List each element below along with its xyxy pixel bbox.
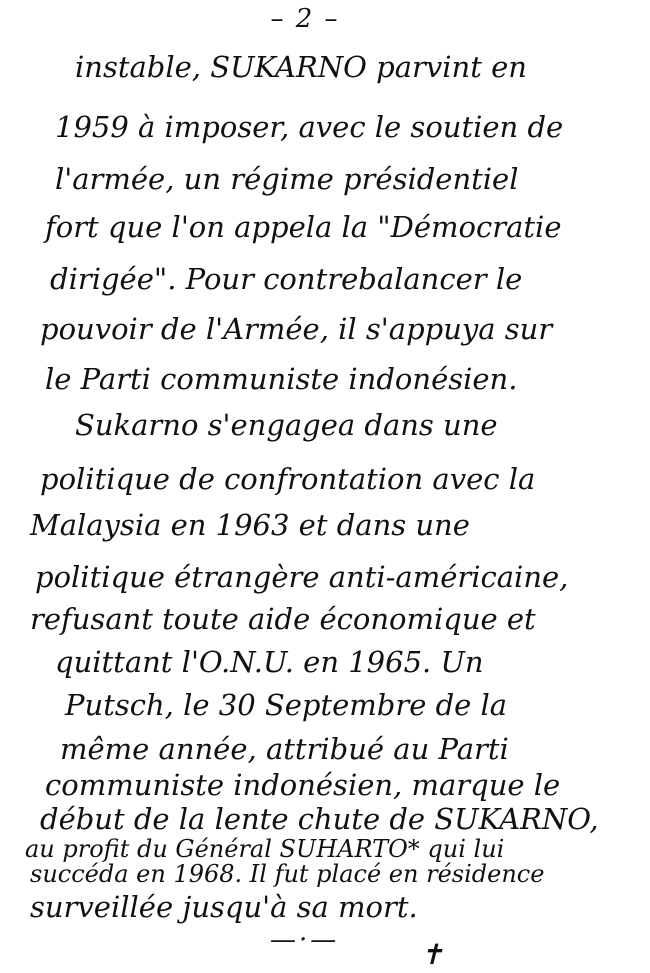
text-line: politique étrangère anti-américaine,	[35, 560, 569, 594]
footer-divider: —·—	[270, 925, 340, 955]
cross-sign-icon: ✝	[420, 938, 444, 971]
text-line: dirigée". Pour contrebalancer le	[50, 262, 523, 296]
text-line: début de la lente chute de SUKARNO,	[40, 802, 599, 836]
text-line: succéda en 1968. Il fut placé en résidence	[30, 860, 545, 888]
page-number: – 2 –	[270, 4, 340, 34]
text-line: le Parti communiste indonésien.	[45, 362, 518, 396]
text-line: 1959 à imposer, avec le soutien de	[55, 110, 564, 144]
text-line: Sukarno s'engagea dans une	[75, 408, 498, 442]
text-line: Putsch, le 30 Septembre de la	[65, 688, 508, 722]
text-line: quittant l'O.N.U. en 1965. Un	[55, 645, 484, 679]
text-line: instable, SUKARNO parvint en	[75, 50, 527, 84]
text-line: surveillée jusqu'à sa mort.	[30, 890, 418, 924]
text-line: refusant toute aide économique et	[30, 602, 536, 636]
text-line: Malaysia en 1963 et dans une	[30, 508, 470, 542]
text-line: politique de confrontation avec la	[40, 462, 536, 496]
text-line: fort que l'on appela la "Démocratie	[45, 210, 562, 244]
text-line: même année, attribué au Parti	[60, 732, 509, 766]
text-line: au profit du Général SUHARTO* qui lui	[25, 835, 505, 863]
text-line: l'armée, un régime présidentiel	[55, 162, 519, 196]
text-line: pouvoir de l'Armée, il s'appuya sur	[40, 312, 553, 346]
text-line: communiste indonésien, marque le	[45, 768, 561, 802]
